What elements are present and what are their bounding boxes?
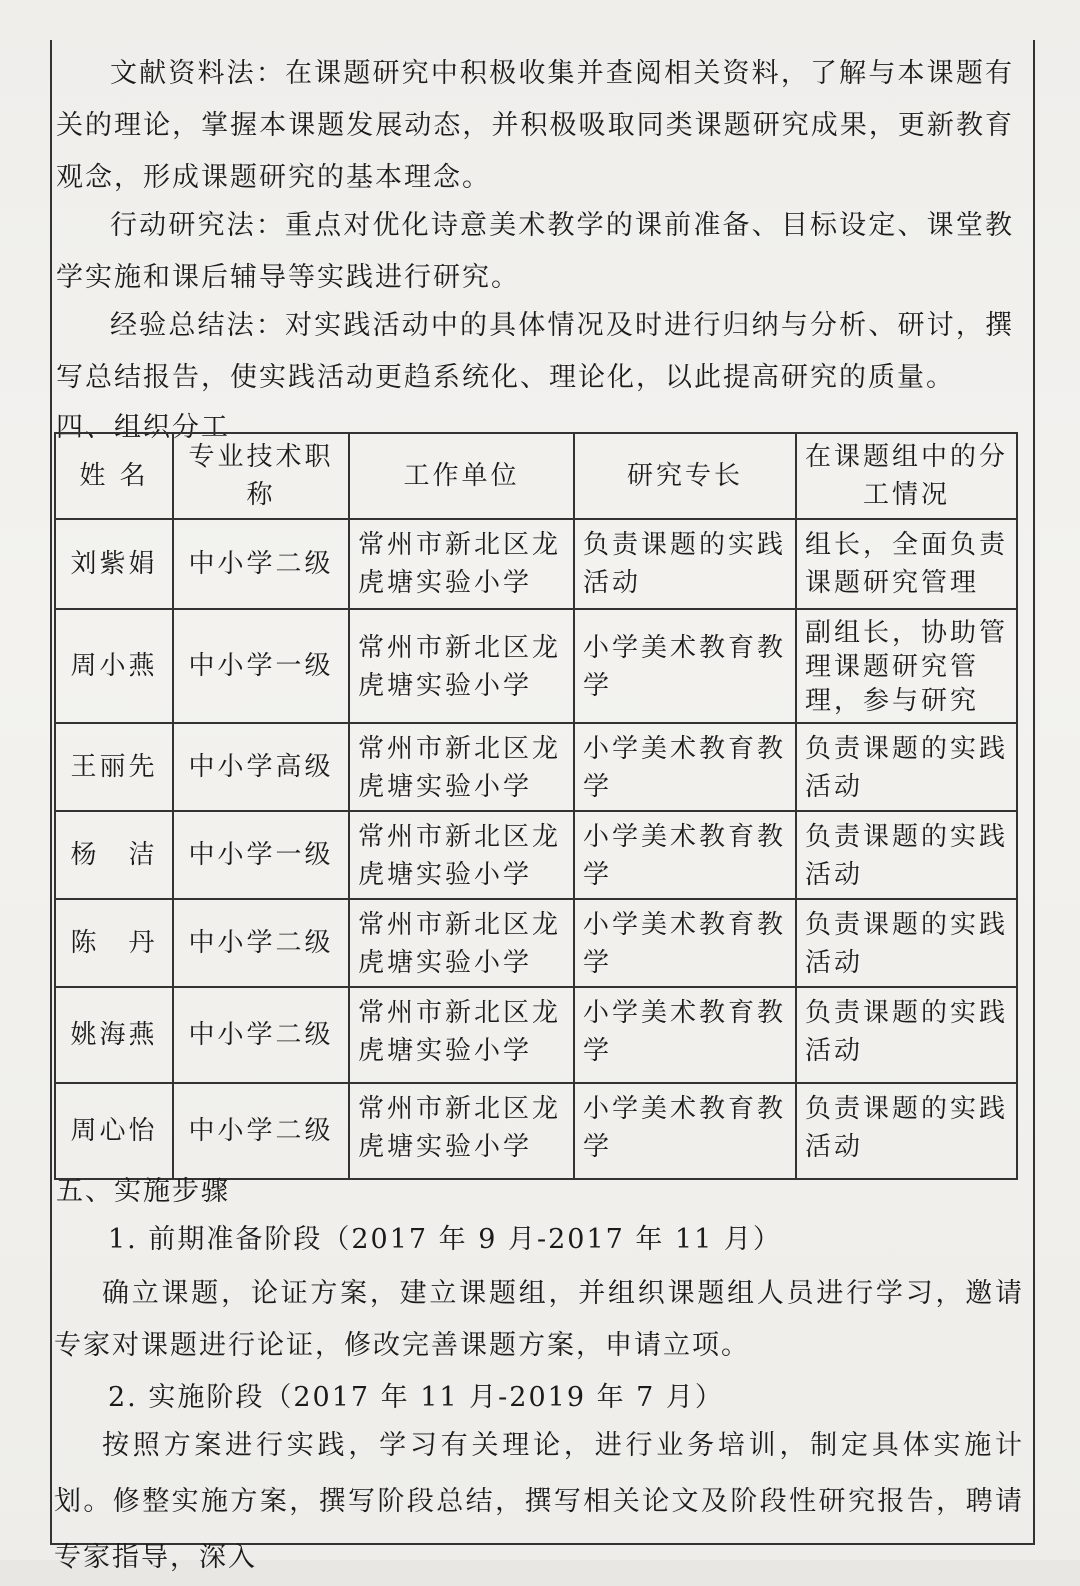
table-row — [55, 519, 1017, 609]
method-action: 行动研究法：重点对优化诗意美术教学的课前准备、目标设定、课堂教学实施和课后辅导等实践进行研究。 — [56, 210, 1014, 293]
member-specialty: 小学美术教育教学 — [574, 987, 796, 1083]
member-title: 中小学一级 — [173, 609, 349, 723]
member-title: 中小学二级 — [173, 519, 349, 609]
member-role: 组长，全面负责课题研究管理 — [796, 519, 1017, 609]
member-specialty: 小学美术教育教学 — [574, 1083, 796, 1179]
stage1-text: 确立课题，论证方案，建立课题组，并组织课题组人员进行学习，邀请专家对课题进行论证，修改完善课题方案，申请立项。 — [54, 1278, 1024, 1361]
member-specialty: 小学美术教育教学 — [574, 723, 796, 811]
header-title: 专业技术职称 — [173, 433, 349, 519]
member-specialty: 负责课题的实践活动 — [574, 519, 796, 609]
member-name: 刘紫娟 — [55, 519, 173, 609]
method-experience: 经验总结法：对实践活动中的具体情况及时进行归纳与分析、研讨，撰写总结报告，使实践活动更趋系统化、理论化，以此提高研究的质量。 — [56, 310, 1014, 393]
table-header-row — [55, 433, 1017, 519]
member-role: 负责课题的实践活动 — [796, 899, 1017, 987]
stage2-title: 2. 实施阶段（2017 年 11 月-2019 年 7 月） — [108, 1382, 724, 1413]
member-unit: 常州市新北区龙虎塘实验小学 — [349, 519, 574, 609]
member-specialty: 小学美术教育教学 — [574, 811, 796, 899]
section-org-heading: 四、组织分工 — [56, 412, 230, 443]
table-row — [55, 811, 1017, 899]
member-title: 中小学二级 — [173, 899, 349, 987]
member-role: 副组长，协助管理课题研究管理，参与研究 — [796, 609, 1017, 723]
member-specialty: 小学美术教育教学 — [574, 899, 796, 987]
member-title: 中小学二级 — [173, 987, 349, 1083]
member-role: 负责课题的实践活动 — [796, 1083, 1017, 1179]
section-steps-heading: 五、实施步骤 — [56, 1176, 230, 1207]
member-unit: 常州市新北区龙虎塘实验小学 — [349, 987, 574, 1083]
table-row — [55, 1083, 1017, 1179]
member-role: 负责课题的实践活动 — [796, 811, 1017, 899]
member-unit: 常州市新北区龙虎塘实验小学 — [349, 723, 574, 811]
header-name: 姓 名 — [55, 433, 173, 519]
header-specialty: 研究专长 — [574, 433, 796, 519]
member-name: 周小燕 — [55, 609, 173, 723]
member-name: 陈 丹 — [55, 899, 173, 987]
member-name: 周心怡 — [55, 1083, 173, 1179]
stage2-text: 按照方案进行实践，学习有关理论，进行业务培训，制定具体实施计划。修整实施方案，撰写阶段总结，撰写相关论文及阶段性研究报告，聘请专家指导，深入 — [54, 1430, 1024, 1573]
table-row — [55, 723, 1017, 811]
org-division-table — [54, 432, 1018, 1180]
member-unit: 常州市新北区龙虎塘实验小学 — [349, 899, 574, 987]
stage1-title: 1. 前期准备阶段（2017 年 9 月-2017 年 11 月） — [108, 1224, 782, 1255]
member-role: 负责课题的实践活动 — [796, 723, 1017, 811]
member-name: 姚海燕 — [55, 987, 173, 1083]
member-name: 王丽先 — [55, 723, 173, 811]
member-role: 负责课题的实践活动 — [796, 987, 1017, 1083]
member-specialty: 小学美术教育教学 — [574, 609, 796, 723]
table-row — [55, 609, 1017, 723]
member-unit: 常州市新北区龙虎塘实验小学 — [349, 609, 574, 723]
table-row — [55, 899, 1017, 987]
member-title: 中小学高级 — [173, 723, 349, 811]
header-role: 在课题组中的分工情况 — [796, 433, 1017, 519]
header-unit: 工作单位 — [349, 433, 574, 519]
member-unit: 常州市新北区龙虎塘实验小学 — [349, 1083, 574, 1179]
member-unit: 常州市新北区龙虎塘实验小学 — [349, 811, 574, 899]
member-title: 中小学二级 — [173, 1083, 349, 1179]
table-row — [55, 987, 1017, 1083]
member-name: 杨 洁 — [55, 811, 173, 899]
method-literature: 文献资料法：在课题研究中积极收集并查阅相关资料，了解与本课题有关的理论，掌握本课题发展动态，并积极吸取同类课题研究成果，更新教育观念，形成课题研究的基本理念。 — [56, 58, 1014, 193]
member-title: 中小学一级 — [173, 811, 349, 899]
